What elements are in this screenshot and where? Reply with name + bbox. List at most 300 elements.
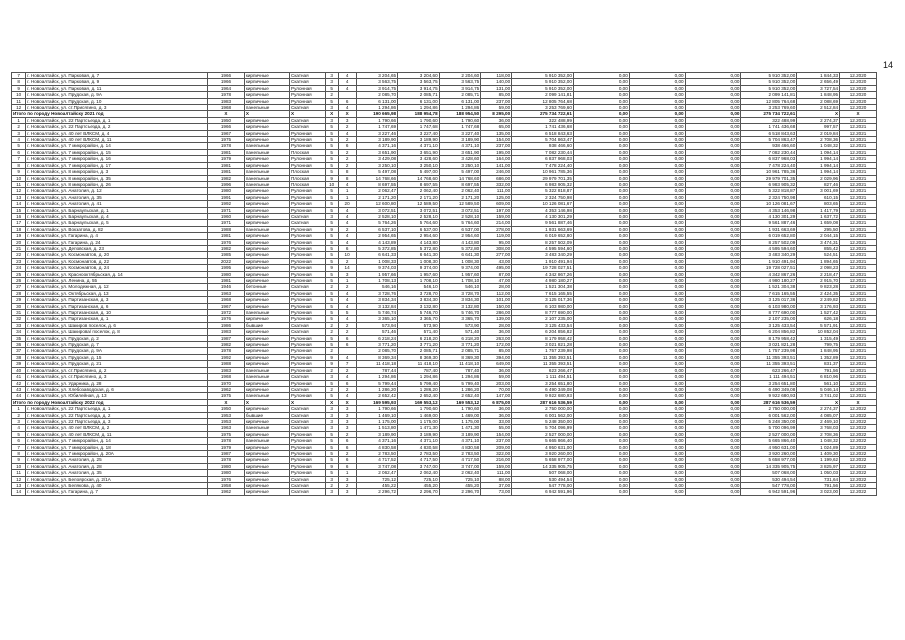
- table-cell: 3 771,20: [356, 342, 398, 348]
- table-cell: 3 125 017,36: [741, 297, 797, 303]
- table-cell: 6 983 905,32: [512, 181, 574, 187]
- table-cell: Скатная: [290, 418, 326, 424]
- table-cell: 3: [325, 213, 338, 219]
- table-cell: 2 062,40: [439, 470, 481, 476]
- table-cell: г. Новоалтайск, ул. Барнаульская, д. 1: [26, 207, 208, 213]
- table-cell: 3 189,90: [439, 137, 481, 143]
- table-cell: 12.2021: [840, 380, 877, 386]
- table-cell: 4 830,58: [356, 444, 398, 450]
- table-cell: 1981: [208, 162, 245, 168]
- table-cell: г. Новоалтайск, ул. Анатолия, д. 41: [26, 201, 208, 207]
- table-cell: 1 848,95: [797, 92, 840, 98]
- table-cell: 3 771,20: [439, 342, 481, 348]
- table-cell: 8 369,30: [439, 354, 481, 360]
- table-cell: Рулонная: [290, 239, 326, 245]
- table-cell: 101,00: [481, 297, 512, 303]
- table-cell: 2: [325, 386, 338, 392]
- table-cell: 73,00: [481, 489, 512, 495]
- table-cell: 172,00: [481, 342, 512, 348]
- table-cell: 2 062,40: [439, 188, 481, 194]
- table-cell: 10: [338, 252, 356, 258]
- table-cell: 1 294,86: [356, 374, 398, 380]
- table-cell: 16: [12, 213, 26, 219]
- table-cell: 5: [325, 85, 338, 91]
- table-cell: 0,00: [685, 310, 741, 316]
- table-cell: 3 125 017,36: [512, 297, 574, 303]
- table-cell: 8 697,55: [356, 181, 398, 187]
- table-cell: 6: [338, 335, 356, 341]
- table-cell: 139,00: [481, 316, 512, 322]
- table-cell: 0,00: [629, 483, 685, 489]
- table-cell: 12.2021: [840, 322, 877, 328]
- table-cell: 111,00: [481, 188, 512, 194]
- table-cell: 1981: [208, 149, 245, 155]
- table-cell: 12.2021: [840, 316, 877, 322]
- table-cell: 2 656,49: [797, 79, 840, 85]
- table-cell: 8: [12, 79, 26, 85]
- table-cell: 0,00: [685, 393, 741, 399]
- table-cell: Рулонная: [290, 380, 326, 386]
- table-cell: г. Новоалтайск, ул. Прудская, д. 9А: [26, 348, 208, 354]
- table-cell: 1976: [208, 239, 245, 245]
- table-cell: 1 790,66: [356, 117, 398, 123]
- table-cell: 0,00: [629, 322, 685, 328]
- table-cell: 169 553,12: [439, 399, 481, 405]
- table-cell: 12.2021: [840, 303, 877, 309]
- table-cell: 39: [12, 361, 26, 367]
- table-cell: 3 176,93: [797, 303, 840, 309]
- table-cell: 4: [338, 207, 356, 213]
- table-cell: 0,00: [629, 380, 685, 386]
- table-cell: 0,00: [629, 438, 685, 444]
- table-cell: 455,20: [439, 483, 481, 489]
- table-cell: 1980: [208, 271, 245, 277]
- table-cell: 12.2022: [840, 476, 877, 482]
- table-cell: 0,00: [629, 258, 685, 264]
- table-cell: 5: [325, 297, 338, 303]
- table-cell: 787,40: [439, 367, 481, 373]
- table-cell: 3 483 340,29: [741, 252, 797, 258]
- table-cell: 3: [338, 271, 356, 277]
- table-cell: Плоская: [290, 169, 326, 175]
- table-cell: 1983: [208, 329, 245, 335]
- table-cell: 14 768,60: [398, 175, 440, 181]
- table-cell: 6 983 905,32: [741, 181, 797, 187]
- table-cell: 0,00: [573, 73, 629, 79]
- table-cell: 0,00: [573, 412, 629, 418]
- table-cell: 29: [12, 297, 26, 303]
- table-cell: 13: [12, 483, 26, 489]
- table-cell: 4 085,07: [797, 412, 840, 418]
- table-cell: 12.2021: [840, 233, 877, 239]
- table-cell: 3: [338, 117, 356, 123]
- table-cell: 524,51: [797, 252, 840, 258]
- table-cell: 8 257 502,09: [741, 239, 797, 245]
- table-cell: 0,00: [573, 284, 629, 290]
- table-cell: 4: [338, 213, 356, 219]
- table-cell: 1 294,86: [356, 105, 398, 111]
- table-cell: 11 418,10: [398, 361, 440, 367]
- table-cell: 0,00: [573, 489, 629, 495]
- table-cell: 0,00: [629, 130, 685, 136]
- table-cell: г. Новоалтайск, ул. 8 микрорайон, д. 26: [26, 181, 208, 187]
- table-cell: 1964: [208, 85, 245, 91]
- table-cell: 3 189,90: [398, 431, 440, 437]
- table-cell: 0,00: [573, 252, 629, 258]
- table-cell: 3: [325, 476, 338, 482]
- table-cell: 12.2021: [840, 290, 877, 296]
- table-cell: 0,00: [629, 233, 685, 239]
- table-cell: 0,00: [685, 399, 741, 405]
- table-cell: 3 021 821,28: [741, 342, 797, 348]
- table-cell: 5 322 818,87: [741, 188, 797, 194]
- table-cell: 1 741 436,68: [741, 124, 797, 130]
- table-cell: Рулонная: [290, 470, 326, 476]
- table-cell: 17: [12, 220, 26, 226]
- table-cell: 0,00: [685, 489, 741, 495]
- table-cell: 1950: [208, 117, 245, 123]
- table-cell: 5 764,26: [356, 220, 398, 226]
- table-cell: 3: [325, 79, 338, 85]
- table-cell: 3 747,00: [439, 463, 481, 469]
- table-cell: 9 823,28: [797, 284, 840, 290]
- table-cell: 2 324 750,98: [741, 194, 797, 200]
- table-cell: X: [797, 399, 840, 405]
- table-cell: 5 665 866,40: [741, 438, 797, 444]
- table-cell: г. Новоалтайск, ул. Гагарина, д. 24: [26, 239, 208, 245]
- table-cell: 2 783,50: [356, 450, 398, 456]
- table-cell: 2 274,37: [797, 406, 840, 412]
- table-cell: 3: [338, 406, 356, 412]
- table-cell: Рулонная: [290, 278, 326, 284]
- table-cell: г. Новоалтайск, ул. Анатолия, д. 35: [26, 194, 208, 200]
- table-cell: г. Новоалтайск, ул. 40 лет ВЛКСМ, д. 11: [26, 431, 208, 437]
- table-cell: 0,00: [573, 418, 629, 424]
- table-cell: 5 248 350,00: [741, 418, 797, 424]
- table-cell: 0,00: [629, 201, 685, 207]
- table-cell: 1981: [208, 233, 245, 239]
- table-cell: 12: [12, 105, 26, 111]
- table-cell: 85,00: [481, 92, 512, 98]
- table-cell: кирпичные: [244, 220, 289, 226]
- table-cell: 10 852,04: [797, 329, 840, 335]
- table-cell: 1958: [208, 483, 245, 489]
- table-cell: 0,00: [573, 137, 629, 143]
- table-cell: 5: [325, 233, 338, 239]
- table-cell: г. Новоалтайск, ул. Белякова, д. 40: [26, 483, 208, 489]
- table-cell: 1 469,10: [356, 412, 398, 418]
- table-cell: 1 008,30: [439, 258, 481, 264]
- table-cell: 5 910 352,00: [512, 79, 574, 85]
- table-cell: 3 728,76: [356, 290, 398, 296]
- table-cell: 2: [325, 322, 338, 328]
- table-cell: 3 914,75: [439, 85, 481, 91]
- table-cell: г. Новоалтайск, ул. Ленина, д. 55: [26, 278, 208, 284]
- table-cell: кирпичные: [244, 130, 289, 136]
- table-cell: кирпичные: [244, 258, 289, 264]
- table-cell: 1 199,62: [797, 457, 840, 463]
- table-cell: 0,00: [629, 85, 685, 91]
- table-cell: 0,00: [573, 290, 629, 296]
- table-cell: 938 466,60: [512, 143, 574, 149]
- table-cell: 6 875,00: [481, 399, 512, 405]
- table-cell: 5: [325, 438, 338, 444]
- table-cell: г. Новоалтайск, ул. 22 Партсъезда, д. 2: [26, 124, 208, 130]
- table-cell: панельные: [244, 105, 289, 111]
- table-cell: 3 227,40: [398, 130, 440, 136]
- table-cell: кирпичные: [244, 303, 289, 309]
- table-cell: 12.2022: [840, 450, 877, 456]
- table-cell: Рулонная: [290, 342, 326, 348]
- table-cell: 7: [12, 444, 26, 450]
- table-cell: 0,00: [685, 367, 741, 373]
- table-cell: 9: [325, 463, 338, 469]
- table-cell: 3 072,51: [398, 207, 440, 213]
- table-cell: Плоская: [290, 149, 326, 155]
- table-cell: 8 179 958,42: [741, 335, 797, 341]
- table-cell: 0,00: [685, 354, 741, 360]
- table-cell: 0,00: [629, 303, 685, 309]
- table-cell: 1995: [208, 265, 245, 271]
- table-cell: 190 665,98: [356, 111, 398, 117]
- table-cell: 4: [338, 220, 356, 226]
- table-cell: 1967: [208, 303, 245, 309]
- table-cell: 0,00: [629, 412, 685, 418]
- table-cell: 0,00: [573, 476, 629, 482]
- table-cell: 0,00: [685, 380, 741, 386]
- table-cell: 3 727,54: [797, 85, 840, 91]
- table-cell: 42: [12, 380, 26, 386]
- table-cell: 87,00: [481, 271, 512, 277]
- table-cell: 12.2021: [840, 169, 877, 175]
- table-cell: 0,00: [629, 124, 685, 130]
- table-cell: 6 537,00: [439, 226, 481, 232]
- table-cell: г. Новоалтайск, ул. Партизанская, д. 1: [26, 316, 208, 322]
- table-cell: 0,00: [629, 181, 685, 187]
- table-cell: 997,57: [797, 124, 840, 130]
- table-cell: 1968: [208, 374, 245, 380]
- table-cell: 2 528,10: [398, 213, 440, 219]
- table-cell: 2 652,40: [439, 393, 481, 399]
- table-cell: 6: [338, 463, 356, 469]
- table-cell: 0,00: [629, 207, 685, 213]
- table-cell: 6 810,96: [797, 374, 840, 380]
- table-cell: 12 600,80: [356, 201, 398, 207]
- table-cell: 530 494,54: [512, 476, 574, 482]
- table-cell: 0,00: [573, 278, 629, 284]
- table-cell: 1 111 494,51: [741, 374, 797, 380]
- table-cell: кирпичные: [244, 117, 289, 123]
- table-cell: 2: [338, 162, 356, 168]
- table-cell: 332,00: [481, 181, 512, 187]
- table-cell: 12.2021: [840, 149, 877, 155]
- table-cell: 0,00: [629, 169, 685, 175]
- table-cell: 7 082 230,44: [512, 149, 574, 155]
- table-cell: 3 747,08: [356, 463, 398, 469]
- table-cell: 0,00: [685, 194, 741, 200]
- table-cell: 2: [338, 124, 356, 130]
- table-cell: 0,00: [685, 406, 741, 412]
- table-cell: кирпичные: [244, 85, 289, 91]
- table-cell: 3 132,80: [439, 303, 481, 309]
- table-cell: 5 658 977,00: [741, 457, 797, 463]
- table-cell: 9 561 887,46: [512, 220, 574, 226]
- table-cell: 10: [12, 92, 26, 98]
- table-cell: 0,00: [629, 361, 685, 367]
- table-cell: 12.2022: [840, 489, 877, 495]
- table-cell: 3 834,30: [398, 297, 440, 303]
- table-cell: кирпичные: [244, 92, 289, 98]
- table-cell: 6 019 652,80: [741, 233, 797, 239]
- table-cell: Скатная: [290, 117, 326, 123]
- table-cell: 55,00: [481, 425, 512, 431]
- table-cell: 11 355 393,51: [512, 354, 574, 360]
- table-cell: 3 227,46: [356, 130, 398, 136]
- table-cell: 1 741 436,68: [512, 124, 574, 130]
- table-cell: 3 254 651,80: [741, 380, 797, 386]
- table-cell: 2 915,70: [797, 278, 840, 284]
- table-cell: 0,00: [685, 92, 741, 98]
- table-cell: 14 335 905,75: [512, 463, 574, 469]
- table-cell: 0,00: [573, 329, 629, 335]
- table-cell: 0,00: [685, 233, 741, 239]
- table-cell: кирпичные: [244, 233, 289, 239]
- table-cell: 287 616 536,59: [512, 399, 574, 405]
- table-cell: 0,00: [685, 278, 741, 284]
- table-cell: 59,00: [481, 105, 512, 111]
- table-cell: 1 175,00: [398, 418, 440, 424]
- table-cell: Скатная: [290, 329, 326, 335]
- table-cell: 8: [12, 450, 26, 456]
- table-cell: 0,00: [629, 226, 685, 232]
- table-cell: 1 294,86: [439, 374, 481, 380]
- table-cell: 0,00: [685, 316, 741, 322]
- table-cell: 0,00: [629, 297, 685, 303]
- table-cell: 1 957,66: [356, 271, 398, 277]
- table-cell: 0,00: [685, 79, 741, 85]
- table-cell: 2: [338, 284, 356, 290]
- table-cell: 3 189,90: [356, 137, 398, 143]
- table-cell: 8 697,55: [439, 181, 481, 187]
- table-cell: 2: [325, 284, 338, 290]
- table-cell: 209,00: [481, 444, 512, 450]
- table-cell: 0,00: [573, 271, 629, 277]
- table-cell: 12.2021: [840, 335, 877, 341]
- table-cell: 5: [12, 431, 26, 437]
- table-cell: 1975: [208, 137, 245, 143]
- table-cell: 12.2021: [840, 130, 877, 136]
- table-cell: 0,00: [573, 265, 629, 271]
- table-cell: 7 478 224,40: [512, 162, 574, 168]
- table-cell: 3: [325, 73, 338, 79]
- table-cell: кирпичные: [244, 162, 289, 168]
- table-cell: г. Новоалтайск, ул. Космонавтов, д. 20: [26, 252, 208, 258]
- table-cell: 9: [325, 175, 338, 181]
- table-cell: 1 790,60: [398, 117, 440, 123]
- table-cell: 1 521 304,38: [741, 284, 797, 290]
- table-cell: 0,00: [573, 425, 629, 431]
- table-cell: 5 322 818,87: [512, 188, 574, 194]
- table-cell: г. Новоалтайск, ул. Анатолия, д. 12: [26, 188, 208, 194]
- table-cell: 2 652,42: [356, 393, 398, 399]
- table-cell: 14 768,60: [439, 175, 481, 181]
- table-cell: 287 616 536,59: [741, 399, 797, 405]
- table-cell: 626,18: [797, 316, 840, 322]
- table-cell: 2 098,23: [797, 265, 840, 271]
- table-cell: бывшие: [244, 322, 289, 328]
- table-cell: 12: [12, 476, 26, 482]
- table-cell: кирпичные: [244, 213, 289, 219]
- table-cell: 2 085,71: [398, 348, 440, 354]
- table-cell: 0,00: [629, 399, 685, 405]
- table-cell: 7 615 165,55: [741, 290, 797, 296]
- table-cell: панельные: [244, 149, 289, 155]
- table-cell: г. Новоалтайск, ул. ст.Присягино, д. 3: [26, 374, 208, 380]
- table-cell: 5 372,80: [398, 245, 440, 251]
- table-cell: 0,00: [573, 335, 629, 341]
- table-cell: 1 471,30: [398, 425, 440, 431]
- table-cell: 169 553,12: [398, 399, 440, 405]
- table-cell: г. Новоалтайск, ул. Барнаульская, д. 5: [26, 220, 208, 226]
- table-cell: 237,00: [481, 98, 512, 104]
- table-cell: 2 527 000,00: [741, 431, 797, 437]
- table-cell: 3: [338, 425, 356, 431]
- table-cell: 26: [12, 278, 26, 284]
- table-cell: 5: [325, 239, 338, 245]
- table-cell: Скатная: [290, 73, 326, 79]
- table-cell: 0,00: [685, 335, 741, 341]
- table-cell: Рулонная: [290, 226, 326, 232]
- table-cell: 0,00: [573, 297, 629, 303]
- table-cell: кирпичные: [244, 476, 289, 482]
- table-cell: 0,00: [573, 406, 629, 412]
- table-cell: Скатная: [290, 322, 326, 328]
- table-cell: 11 418,18: [356, 361, 398, 367]
- housing-repair-table-sheet: [11, 72, 877, 496]
- table-cell: Рулонная: [290, 316, 326, 322]
- table-cell: 1 048,32: [797, 143, 840, 149]
- table-cell: 10 961 785,36: [741, 169, 797, 175]
- table-cell: 0,00: [685, 226, 741, 232]
- table-cell: 787,40: [398, 367, 440, 373]
- table-cell: 2 099 141,81: [512, 92, 574, 98]
- table-cell: 1979: [208, 156, 245, 162]
- table-cell: Рулонная: [290, 354, 326, 360]
- table-cell: 1960: [208, 213, 245, 219]
- table-cell: 3 204,60: [398, 73, 440, 79]
- table-cell: 4 371,10: [398, 143, 440, 149]
- table-cell: 1982: [208, 175, 245, 181]
- table-cell: 1976: [208, 476, 245, 482]
- table-cell: 2 171,20: [398, 194, 440, 200]
- table-cell: 10 961 785,36: [512, 169, 574, 175]
- table-cell: 10: [12, 463, 26, 469]
- table-cell: 197,00: [481, 207, 512, 213]
- table-cell: 3: [325, 425, 338, 431]
- table-cell: 34: [12, 329, 26, 335]
- table-cell: 4 143,89: [356, 239, 398, 245]
- table-cell: 1946: [208, 284, 245, 290]
- table-cell: 6: [338, 380, 356, 386]
- table-cell: 6: [12, 438, 26, 444]
- table-cell: 135,00: [481, 130, 512, 136]
- table-cell: 0,00: [685, 418, 741, 424]
- table-cell: 3 189,90: [398, 137, 440, 143]
- table-cell: 1981: [208, 278, 245, 284]
- table-cell: г. Новоалтайск, ул. Анатолия, д. 25: [26, 457, 208, 463]
- table-cell: г. Новоалтайск, ул. Прудская, д. 15: [26, 354, 208, 360]
- table-cell: 2: [338, 386, 356, 392]
